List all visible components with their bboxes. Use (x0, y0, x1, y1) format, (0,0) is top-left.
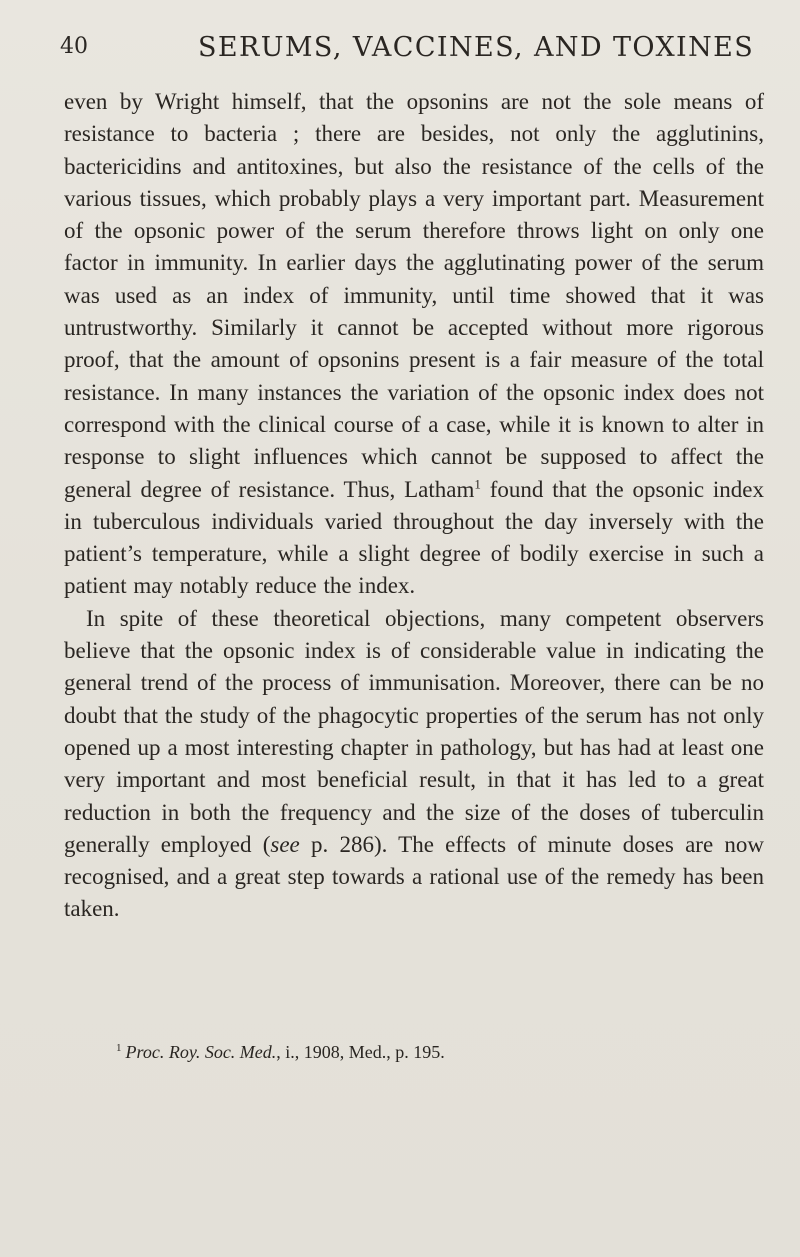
page-number: 40 (60, 34, 88, 59)
body-text (64, 86, 764, 926)
footnote (116, 1040, 756, 1064)
paragraph-1-continuation: found that the opsonic index in tuberculous individuals varied throughout the day inversely with the patient’s temperature, while a slight degree of bodily exercise in such a patient may notably reduce the index. (64, 476, 764, 599)
running-title: SERUMS, VACCINES, AND TOXINES (198, 32, 755, 63)
see-reference: see (270, 831, 300, 857)
paragraph-2-continuation: p. 286). The effects of minute doses are now recognised, and a great step towards a rational use of the remedy has been taken. (64, 831, 764, 922)
paragraph-1-text: even by Wright himself, that the opsonins are not the sole means of resistance to bacteria ; there are besides, not only the agglutinins, bactericidins and antitoxines, but also the resistance of the cells of the various tissues, which probably plays a very important part. Measurement of the opsonic power of the serum therefore throws light on only one factor in immunity. In earlier days the agglutinating power of the serum was used as an index of immunity, until time showed that it was untrustworthy. Similarly it cannot be accepted without more rigorous proof, that the amount of opsonins present is a fair measure of the total resistance. In many instances the variation of the opsonic index does not correspond with the clinical course of a case, while it is known to alter in response to slight influences which cannot be supposed to affect the general degree of resistance. Thus, Latham (64, 89, 764, 502)
footnote-journal: Proc. Roy. Soc. Med. (125, 1042, 277, 1062)
paragraph-2-text: In spite of these theoretical objections, many competent observers believe that the opsonic index is of considerable value in indicating the general trend of the process of immunisation. Moreover, there can be no doubt that the study of the phagocytic properties of the serum has not only opened up a most interesting chapter in pathology, but has had at least one very important and most beneficial result, in that it has led to a great reduction in both the frequency and the size of the doses of tuberculin generally employed ( (64, 605, 764, 857)
paragraph-2 (64, 603, 764, 926)
footnote-reference-marker: 1 (474, 475, 481, 491)
paragraph-1 (64, 86, 764, 603)
running-head (60, 28, 760, 68)
footnote-citation: , i., 1908, Med., p. 195. (276, 1042, 445, 1062)
footnote-number: 1 (116, 1042, 122, 1054)
